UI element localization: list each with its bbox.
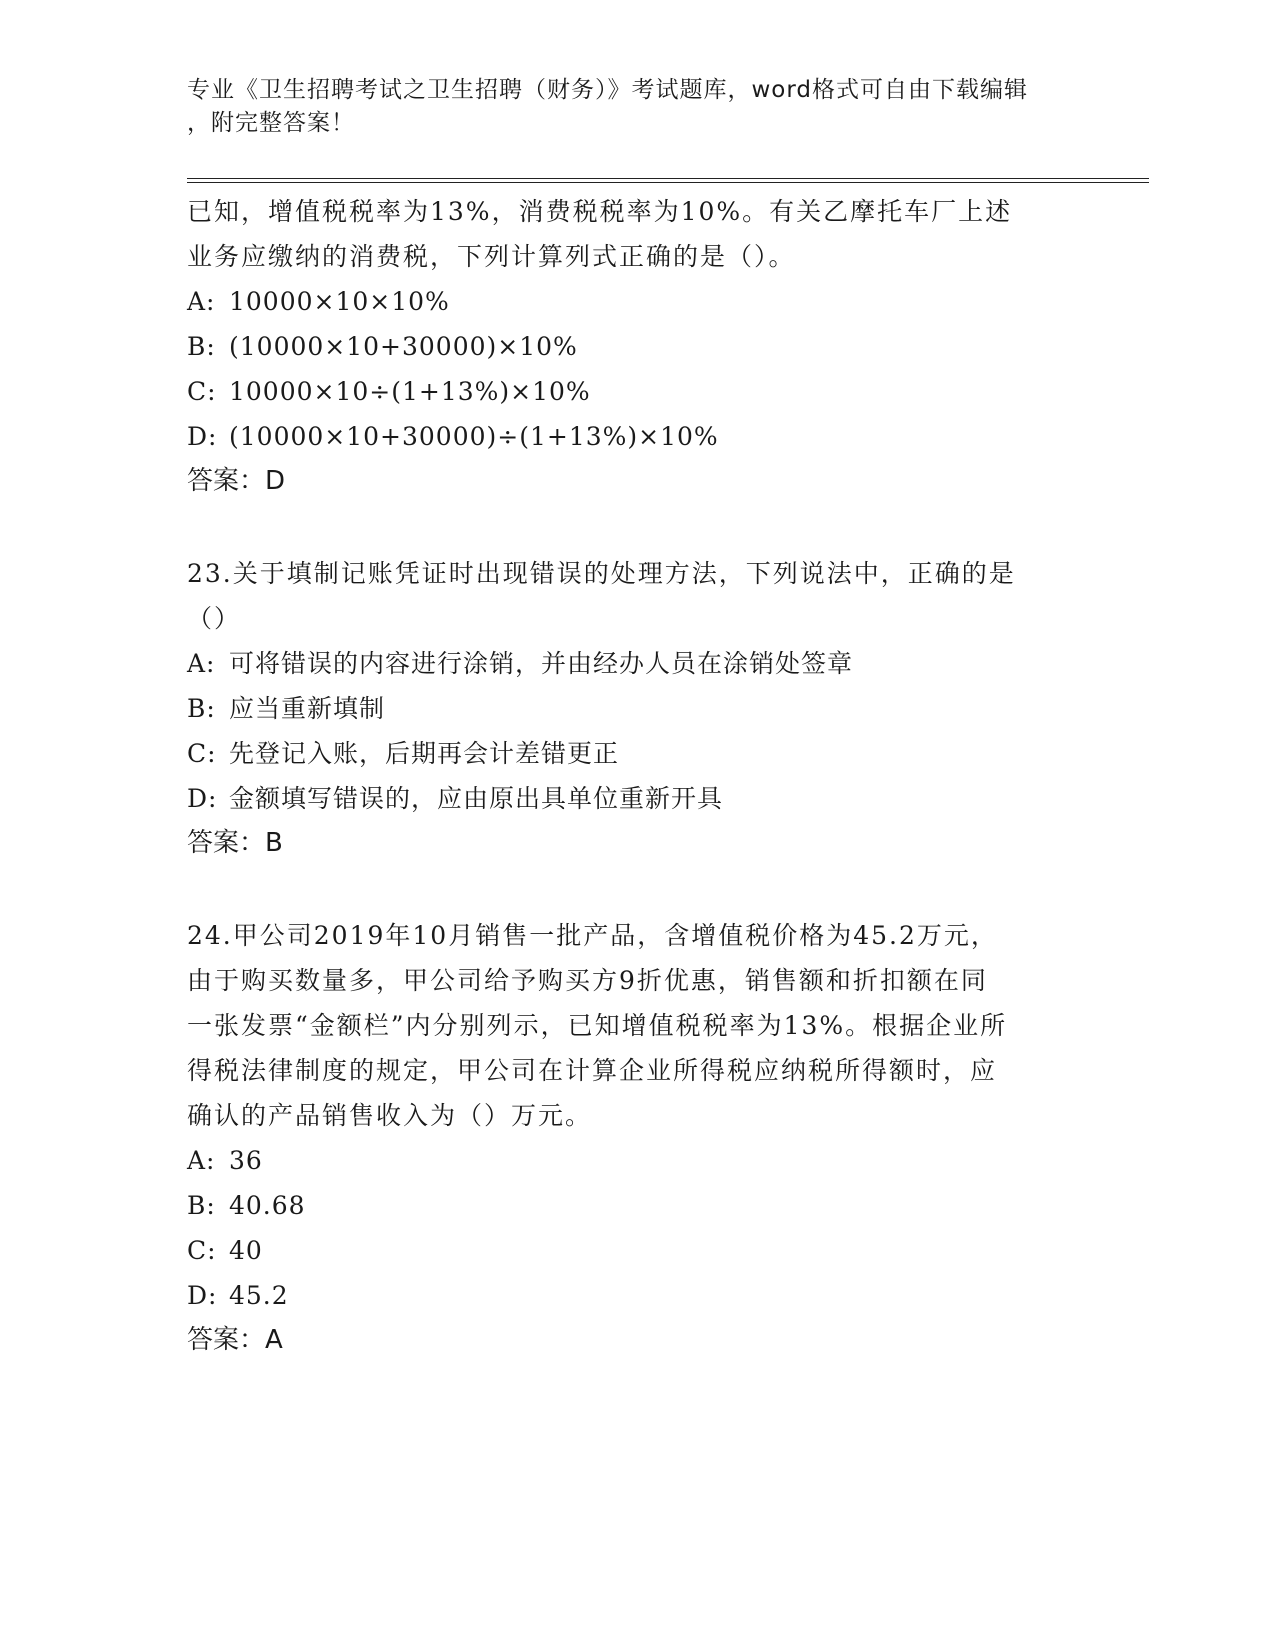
option-letter: C: (187, 377, 217, 406)
question-line: 业务应缴纳的消费税，下列计算列式正确的是（）。 (187, 242, 796, 271)
document-header (187, 74, 1067, 140)
option-text: 10000×10÷(1+13%)×10% (229, 377, 591, 406)
question-line: 23.关于填制记账凭证时出现错误的处理方法，下列说法中，正确的是 (187, 559, 1016, 588)
option-text: 45.2 (229, 1281, 289, 1310)
option-d (187, 414, 1087, 459)
question-line: 已知，增值税税率为13%，消费税税率为10%。有关乙摩托车厂上述 (187, 197, 1013, 226)
question-line: 一张发票“金额栏”内分别列示，已知增值税税率为13%。根据企业所 (187, 1011, 1008, 1040)
question-line: 24.甲公司2019年10月销售一批产品，含增值税价格为45.2万元， (187, 921, 998, 950)
option-b (187, 686, 1087, 731)
question-text (187, 189, 1087, 279)
question-list (187, 189, 1087, 1363)
option-letter: A: (187, 1146, 216, 1175)
option-letter: A: (187, 287, 216, 316)
option-letter: B: (187, 1191, 216, 1220)
option-text: (10000×10+30000)÷(1+13%)×10% (229, 422, 719, 451)
header-line-1: 专业《卫生招聘考试之卫生招聘（财务）》考试题库，word格式可自由下载编辑 (187, 77, 1029, 103)
option-text: 先登记入账，后期再会计差错更正 (229, 739, 620, 768)
option-letter: D: (187, 784, 218, 813)
question-line: 由于购买数量多，甲公司给予购买方9折优惠，销售额和折扣额在同 (187, 966, 988, 995)
option-text: 可将错误的内容进行涂销，并由经办人员在涂销处签章 (229, 649, 854, 678)
option-b (187, 1183, 1087, 1228)
option-letter: C: (187, 739, 217, 768)
option-text: 40.68 (229, 1191, 306, 1220)
question-23 (187, 551, 1087, 866)
option-text: 应当重新填制 (229, 694, 386, 723)
option-c (187, 369, 1087, 414)
question-22 (187, 189, 1087, 504)
option-letter: B: (187, 694, 216, 723)
option-a (187, 279, 1087, 324)
option-a (187, 1138, 1087, 1183)
option-d (187, 776, 1087, 821)
option-a (187, 641, 1087, 686)
option-letter: D: (187, 422, 218, 451)
header-line-2: ，附完整答案！ (187, 110, 355, 136)
question-line: （） (187, 604, 242, 633)
option-d (187, 1273, 1087, 1318)
header-divider (187, 178, 1149, 183)
option-letter: A: (187, 649, 216, 678)
option-text: 10000×10×10% (229, 287, 450, 316)
answer-line: 答案：B (187, 828, 283, 858)
option-letter: B: (187, 332, 216, 361)
answer-line: 答案：D (187, 466, 286, 496)
option-c (187, 731, 1087, 776)
option-c (187, 1228, 1087, 1273)
option-text: 36 (229, 1146, 263, 1175)
option-text: 40 (229, 1236, 263, 1265)
option-text: (10000×10+30000)×10% (229, 332, 578, 361)
question-line: 确认的产品销售收入为（）万元。 (187, 1101, 593, 1130)
question-24 (187, 913, 1087, 1363)
option-b (187, 324, 1087, 369)
answer-line: 答案：A (187, 1325, 283, 1355)
question-text (187, 913, 1087, 1138)
question-line: 得税法律制度的规定，甲公司在计算企业所得税应纳税所得额时，应 (187, 1056, 998, 1085)
option-letter: C: (187, 1236, 217, 1265)
option-text: 金额填写错误的，应由原出具单位重新开具 (229, 784, 724, 813)
question-text (187, 551, 1087, 641)
option-letter: D: (187, 1281, 218, 1310)
